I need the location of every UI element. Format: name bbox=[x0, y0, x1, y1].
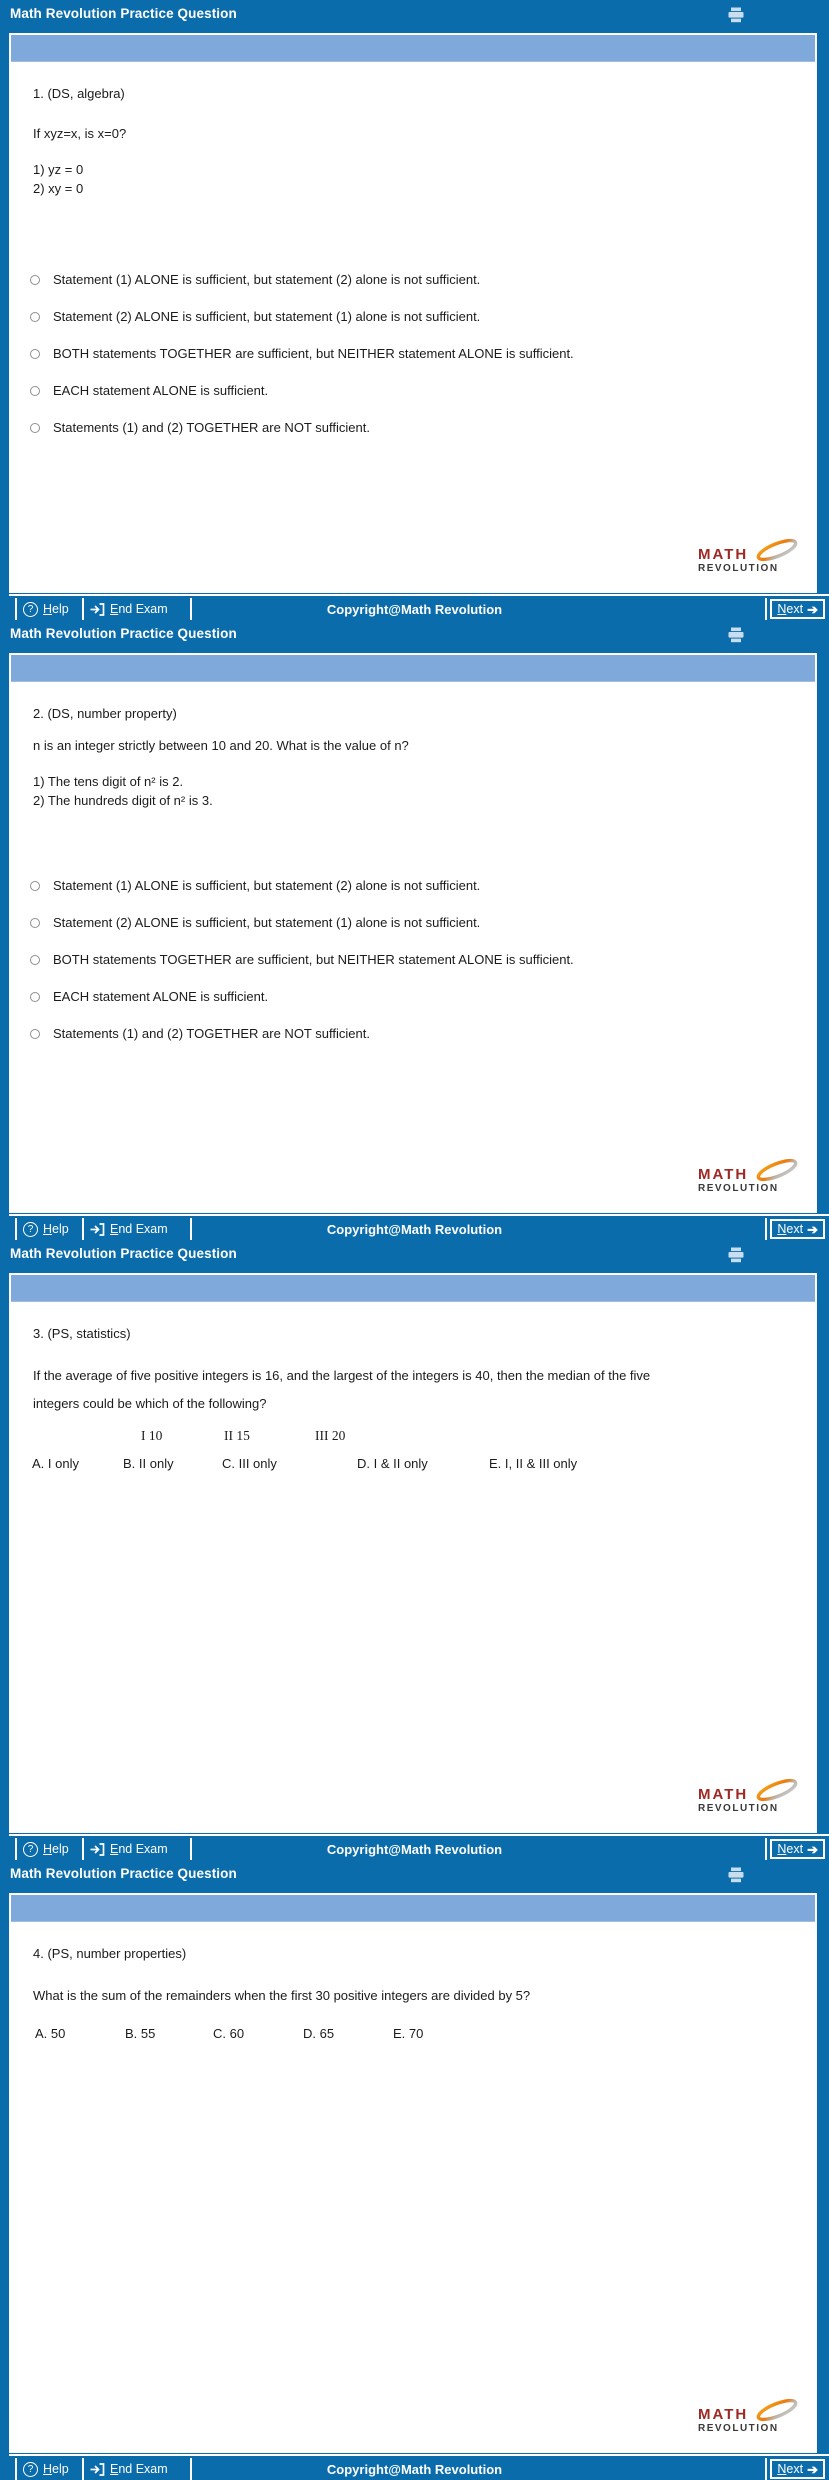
ds-option-label: Statements (1) and (2) TOGETHER are NOT sufficient. bbox=[53, 1026, 370, 1041]
answer-radio-button[interactable] bbox=[30, 992, 40, 1002]
toolbar-divider bbox=[765, 1838, 767, 1860]
end-exam-button[interactable] bbox=[90, 1838, 168, 1860]
window-title: Math Revolution Practice Question bbox=[10, 1866, 237, 1881]
answer-choice: D. 65 bbox=[303, 2026, 335, 2041]
practice-question-window bbox=[0, 620, 829, 1240]
help-icon: ? bbox=[23, 1222, 38, 1237]
question-area bbox=[9, 1273, 817, 1833]
answer-radio-button[interactable] bbox=[30, 423, 40, 433]
toolbar-divider bbox=[765, 2458, 767, 2480]
printer-icon[interactable] bbox=[727, 7, 745, 23]
toolbar-divider bbox=[190, 598, 192, 620]
logo-swoosh-icon bbox=[752, 1775, 802, 1805]
logo-swoosh-icon bbox=[752, 535, 802, 565]
ds-option-label: BOTH statements TOGETHER are sufficient, but NEITHER statement ALONE is sufficient. bbox=[53, 346, 574, 361]
toolbar-divider bbox=[190, 1218, 192, 1240]
roman-numeral-item: II 15 bbox=[224, 1428, 250, 1443]
answer-radio-button[interactable] bbox=[30, 312, 40, 322]
end-exam-button[interactable] bbox=[90, 1218, 168, 1240]
header-band bbox=[11, 1275, 815, 1302]
answer-choice: E. I, II & III only bbox=[489, 1456, 578, 1471]
end-exam-label: End Exam bbox=[110, 1842, 168, 1856]
toolbar-divider bbox=[82, 1838, 84, 1860]
next-label: Next bbox=[777, 602, 804, 616]
question-heading: 2. (DS, number property) bbox=[33, 706, 177, 721]
printer-icon[interactable] bbox=[727, 1867, 745, 1883]
next-arrow-icon: ➔ bbox=[807, 1221, 818, 1237]
question-text-line: If xyz=x, is x=0? bbox=[33, 126, 127, 141]
end-exam-icon bbox=[90, 2463, 105, 2476]
question-heading: 4. (PS, number properties) bbox=[33, 1946, 187, 1961]
answer-radio-button[interactable] bbox=[30, 881, 40, 891]
next-button[interactable] bbox=[770, 2459, 825, 2479]
window-title: Math Revolution Practice Question bbox=[10, 626, 237, 641]
window-titlebar bbox=[0, 620, 829, 650]
next-button[interactable] bbox=[770, 1219, 825, 1239]
answer-choice: D. I & II only bbox=[357, 1456, 428, 1471]
copyright-text: Copyright@Math Revolution bbox=[326, 1842, 503, 1857]
ds-option-row[interactable] bbox=[30, 878, 480, 893]
toolbar-divider bbox=[765, 598, 767, 620]
help-icon: ? bbox=[23, 602, 38, 617]
question-content bbox=[11, 62, 815, 591]
next-arrow-icon: ➔ bbox=[807, 2461, 818, 2477]
answer-choice: B. 55 bbox=[125, 2026, 156, 2041]
statement-line: 2) xy = 0 bbox=[33, 181, 84, 196]
ds-option-row[interactable] bbox=[30, 1026, 370, 1041]
window-titlebar bbox=[0, 1860, 829, 1890]
ds-option-label: EACH statement ALONE is sufficient. bbox=[53, 383, 269, 398]
answer-radio-button[interactable] bbox=[30, 1029, 40, 1039]
end-exam-label: End Exam bbox=[110, 602, 168, 616]
copyright-text: Copyright@Math Revolution bbox=[326, 2462, 503, 2477]
math-revolution-logo bbox=[698, 2398, 814, 2440]
ds-option-row[interactable] bbox=[30, 989, 268, 1004]
question-text-line: n is an integer strictly between 10 and 20. What is the value of n? bbox=[33, 738, 409, 753]
toolbar-divider bbox=[190, 1838, 192, 1860]
toolbar-divider bbox=[15, 598, 17, 620]
math-revolution-logo bbox=[698, 1158, 814, 1200]
toolbar-divider bbox=[82, 598, 84, 620]
answer-radio-button[interactable] bbox=[30, 349, 40, 359]
ds-option-row[interactable] bbox=[30, 383, 268, 398]
ds-option-row[interactable] bbox=[30, 272, 480, 287]
ds-option-row[interactable] bbox=[30, 346, 574, 361]
statement-line: 2) The hundreds digit of n² is 3. bbox=[33, 793, 213, 808]
window-title: Math Revolution Practice Question bbox=[10, 6, 237, 21]
next-button[interactable] bbox=[770, 599, 825, 619]
bottom-toolbar bbox=[9, 2454, 829, 2480]
end-exam-label: End Exam bbox=[110, 1222, 168, 1236]
next-label: Next bbox=[777, 1222, 804, 1236]
answer-choice: B. II only bbox=[123, 1456, 174, 1471]
answer-choice: A. 50 bbox=[35, 2026, 66, 2041]
bottom-toolbar bbox=[9, 1214, 829, 1240]
ds-option-row[interactable] bbox=[30, 915, 480, 930]
toolbar-divider bbox=[15, 1218, 17, 1240]
end-exam-button[interactable] bbox=[90, 598, 168, 620]
toolbar-divider bbox=[765, 1218, 767, 1240]
next-arrow-icon: ➔ bbox=[807, 1841, 818, 1857]
help-icon: ? bbox=[23, 1842, 38, 1857]
logo-word-math: MATH bbox=[698, 2406, 749, 2423]
toolbar-divider bbox=[190, 2458, 192, 2480]
question-content bbox=[11, 1922, 815, 2451]
help-button[interactable] bbox=[23, 1838, 69, 1860]
copyright-text: Copyright@Math Revolution bbox=[326, 1222, 503, 1237]
math-revolution-logo bbox=[698, 1778, 814, 1820]
ds-option-row[interactable] bbox=[30, 309, 480, 324]
answer-radio-button[interactable] bbox=[30, 918, 40, 928]
answer-choice: C. 60 bbox=[213, 2026, 245, 2041]
answer-choice: E. 70 bbox=[393, 2026, 424, 2041]
logo-word-math: MATH bbox=[698, 546, 749, 563]
next-label: Next bbox=[777, 1842, 804, 1856]
help-label: Help bbox=[43, 602, 69, 616]
help-button[interactable] bbox=[23, 1218, 69, 1240]
end-exam-button[interactable] bbox=[90, 2458, 168, 2480]
bottom-toolbar bbox=[9, 594, 829, 620]
help-label: Help bbox=[43, 1842, 69, 1856]
header-band bbox=[11, 35, 815, 62]
answer-radio-button[interactable] bbox=[30, 386, 40, 396]
math-revolution-logo bbox=[698, 538, 814, 580]
practice-question-window bbox=[0, 1860, 829, 2480]
help-icon: ? bbox=[23, 2462, 38, 2477]
end-exam-label: End Exam bbox=[110, 2462, 168, 2476]
help-label: Help bbox=[43, 2462, 69, 2476]
help-label: Help bbox=[43, 1222, 69, 1236]
ds-option-row[interactable] bbox=[30, 420, 370, 435]
question-area bbox=[9, 1893, 817, 2453]
question-content bbox=[11, 1302, 815, 1831]
question-text-line: If the average of five positive integers is 16, and the largest of the integers is 40, then the median of the five bbox=[33, 1368, 651, 1383]
end-exam-icon bbox=[90, 603, 105, 616]
question-heading: 1. (DS, algebra) bbox=[33, 86, 125, 101]
logo-word-revolution: REVOLUTION bbox=[698, 1183, 779, 1194]
answer-radio-button[interactable] bbox=[30, 955, 40, 965]
practice-question-window bbox=[0, 0, 829, 620]
question-content bbox=[11, 682, 815, 1211]
question-heading: 3. (PS, statistics) bbox=[33, 1326, 131, 1341]
roman-numeral-item: III 20 bbox=[315, 1428, 346, 1443]
end-exam-icon bbox=[90, 1843, 105, 1856]
question-text-line: What is the sum of the remainders when the first 30 positive integers are divided by 5? bbox=[33, 1988, 531, 2003]
toolbar-divider bbox=[15, 2458, 17, 2480]
ds-option-label: EACH statement ALONE is sufficient. bbox=[53, 989, 269, 1004]
printer-icon[interactable] bbox=[727, 1247, 745, 1263]
answer-choice: C. III only bbox=[222, 1456, 277, 1471]
question-text-line: integers could be which of the following? bbox=[33, 1396, 267, 1411]
logo-word-math: MATH bbox=[698, 1786, 749, 1803]
statement-line: 1) yz = 0 bbox=[33, 162, 84, 177]
logo-word-revolution: REVOLUTION bbox=[698, 563, 779, 574]
ds-option-label: BOTH statements TOGETHER are sufficient, but NEITHER statement ALONE is sufficient. bbox=[53, 952, 574, 967]
next-arrow-icon: ➔ bbox=[807, 601, 818, 617]
answer-choice: A. I only bbox=[32, 1456, 79, 1471]
help-button[interactable] bbox=[23, 598, 69, 620]
window-titlebar bbox=[0, 1240, 829, 1270]
copyright-text: Copyright@Math Revolution bbox=[326, 602, 503, 617]
printer-icon[interactable] bbox=[727, 627, 745, 643]
roman-numeral-item: I 10 bbox=[141, 1428, 163, 1443]
question-area bbox=[9, 33, 817, 593]
ds-option-label: Statements (1) and (2) TOGETHER are NOT sufficient. bbox=[53, 420, 370, 435]
ds-option-label: Statement (1) ALONE is sufficient, but statement (2) alone is not sufficient. bbox=[53, 878, 481, 893]
header-band bbox=[11, 1895, 815, 1922]
help-button[interactable] bbox=[23, 2458, 69, 2480]
window-title: Math Revolution Practice Question bbox=[10, 1246, 237, 1261]
next-label: Next bbox=[777, 2462, 804, 2476]
end-exam-icon bbox=[90, 1223, 105, 1236]
ds-option-row[interactable] bbox=[30, 952, 574, 967]
bottom-toolbar bbox=[9, 1834, 829, 1860]
logo-word-revolution: REVOLUTION bbox=[698, 2423, 779, 2434]
header-band bbox=[11, 655, 815, 682]
practice-question-window bbox=[0, 1240, 829, 1860]
answer-radio-button[interactable] bbox=[30, 275, 40, 285]
ds-option-label: Statement (1) ALONE is sufficient, but statement (2) alone is not sufficient. bbox=[53, 272, 481, 287]
toolbar-divider bbox=[15, 1838, 17, 1860]
ds-option-label: Statement (2) ALONE is sufficient, but statement (1) alone is not sufficient. bbox=[53, 309, 481, 324]
logo-swoosh-icon bbox=[752, 1155, 802, 1185]
logo-swoosh-icon bbox=[752, 2395, 802, 2425]
logo-word-revolution: REVOLUTION bbox=[698, 1803, 779, 1814]
toolbar-divider bbox=[82, 1218, 84, 1240]
toolbar-divider bbox=[82, 2458, 84, 2480]
question-area bbox=[9, 653, 817, 1213]
logo-word-math: MATH bbox=[698, 1166, 749, 1183]
next-button[interactable] bbox=[770, 1839, 825, 1859]
window-titlebar bbox=[0, 0, 829, 30]
statement-line: 1) The tens digit of n² is 2. bbox=[33, 774, 184, 789]
ds-option-label: Statement (2) ALONE is sufficient, but statement (1) alone is not sufficient. bbox=[53, 915, 481, 930]
